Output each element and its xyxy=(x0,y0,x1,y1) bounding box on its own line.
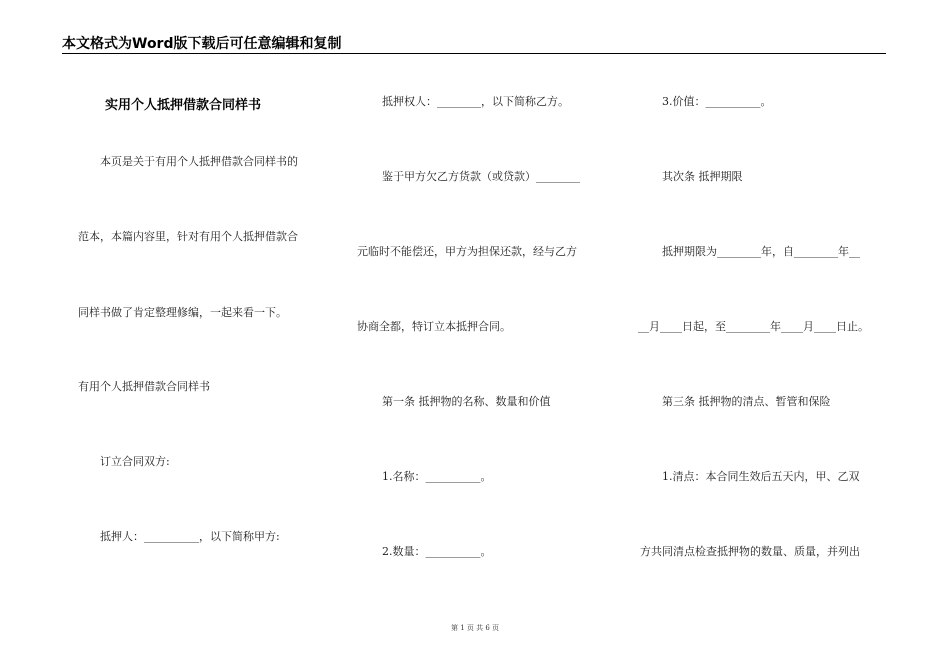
text-line: 抵押人：__________，以下简称甲方: xyxy=(100,530,280,543)
text-line: 订立合同双方: xyxy=(100,455,170,468)
text-line: 其次条 抵押期限 xyxy=(662,170,743,183)
text-line: 2.数量：__________。 xyxy=(382,545,492,558)
text-line: 鉴于甲方欠乙方货款（或贷款）________ xyxy=(382,170,580,183)
text-line: 有用个人抵押借款合同样书 xyxy=(78,380,210,393)
text-line: 第三条 抵押物的清点、暂管和保险 xyxy=(662,395,831,408)
text-column-1 xyxy=(60,0,320,620)
text-line: 元临时不能偿还，甲方为担保还款，经与乙方 xyxy=(357,245,577,258)
text-column-2 xyxy=(345,0,605,620)
text-line: 抵押期限为________年，自________年__ xyxy=(662,245,860,258)
document-title: 实用个人抵押借款合同样书 xyxy=(105,98,262,113)
document-header: 本文格式为Word版下载后可任意编辑和复制 xyxy=(62,36,342,52)
text-line: 协商全都，特订立本抵押合同。 xyxy=(357,320,511,333)
text-line: 本页是关于有用个人抵押借款合同样书的 xyxy=(100,155,298,168)
text-line: 抵押权人：________，以下简称乙方。 xyxy=(382,95,569,108)
text-line: __月____日起，至________年____月____日止。 xyxy=(638,320,869,333)
page-number: 第 1 页 共 6 页 xyxy=(450,624,500,632)
text-line: 同样书做了肯定整理修编，一起来看一下。 xyxy=(78,306,287,319)
text-column-3 xyxy=(628,0,888,620)
text-line: 第一条 抵押物的名称、数量和价值 xyxy=(382,395,551,408)
text-line: 范本，本篇内容里，针对有用个人抵押借款合 xyxy=(78,230,298,243)
text-line: 1.名称：__________。 xyxy=(382,470,492,483)
text-line: 3.价值：__________。 xyxy=(662,95,772,108)
text-line: 方共同清点检查抵押物的数量、质量，并列出 xyxy=(640,545,860,558)
text-line: 1.清点：本合同生效后五天内，甲、乙双 xyxy=(662,470,860,483)
